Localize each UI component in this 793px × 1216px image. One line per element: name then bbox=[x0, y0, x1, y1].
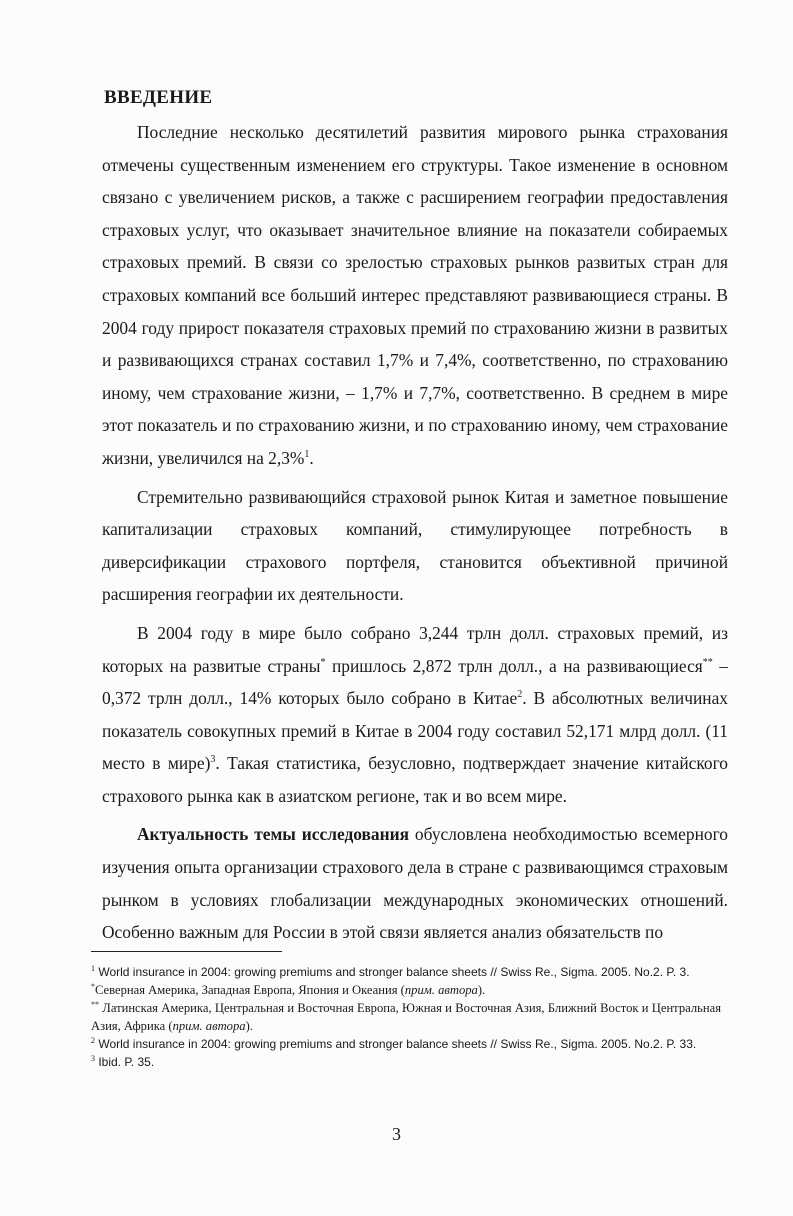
footnote-2-mark: 2 bbox=[91, 1035, 95, 1045]
footnotes bbox=[91, 963, 721, 1071]
paragraph-1 bbox=[102, 116, 728, 475]
footnote-3 bbox=[91, 1053, 721, 1071]
section-heading: ВВЕДЕНИЕ bbox=[104, 87, 213, 108]
paragraph-1-text: Последние несколько десятилетий развития мирового рынка страхования отмечены существенным изменением его структуры. Такое изменение в основном связано с увеличением рисков, а также с расширением географии предоставления страховых услуг, что оказывает значительное влияние на показатели собираемых страховых премий. В связи со зрелостью страховых рынков развитых стран для страховых компаний все больший интерес представляют развивающиеся страны. В 2004 году прирост показателя страховых премий по страхованию жизни в развитых и развивающихся странах составил 1,7% и 7,4%, соответственно, по страхованию иному, чем страхование жизни, – 1,7% и 7,7%, соответственно. В среднем в мире этот показатель и по страхованию жизни, и по страхованию иному, чем страхование жизни, увеличился на 2,3% bbox=[102, 122, 728, 468]
body-text bbox=[102, 116, 728, 949]
footnote-2 bbox=[91, 1035, 721, 1053]
footnote-3-text: Ibid. P. 35. bbox=[95, 1055, 155, 1069]
footnote-ref-2: 2 bbox=[517, 689, 523, 701]
footnote-double-star-mark: ** bbox=[91, 999, 99, 1009]
paragraph-3-part-3: – 0,372 трлн долл., 14% которых было собрано в Китае bbox=[102, 655, 729, 709]
footnote-double-star-text: Латинская Америка, Центральная и Восточная Европа, Южная и Восточная Азия, Ближний Восток и Центральная Азия, Африка ( bbox=[91, 1001, 721, 1033]
footnote-double-star-end: ). bbox=[245, 1019, 253, 1033]
paragraph-2: Стремительно развивающийся страховой рынок Китая и заметное повышение капитализации страховых компаний, стимулирующее потребность в диверсификации страхового портфеля, становится объективной причиной расширения географии их деятельности. bbox=[102, 486, 728, 605]
paragraph-1-end: . bbox=[309, 447, 314, 468]
paragraph-3-part-4: . В абсолютных величинах показатель совокупных премий в Китае в 2004 году составил 52,171 млрд долл. (11 место в мире) bbox=[102, 688, 729, 774]
paragraph-3-part-1: В 2004 году в мире было собрано 3,244 трлн долл. страховых премий, из которых на развитые страны bbox=[102, 622, 728, 676]
paragraph-3-part-5: . Такая статистика, безусловно, подтверждает значение китайского страхового рынка как в азиатском регионе, так и во всем мире. bbox=[102, 753, 728, 806]
footnote-star-end: ). bbox=[477, 983, 486, 997]
paragraph-3-part-2: пришлось 2,872 трлн долл., а на развивающиеся bbox=[325, 655, 703, 676]
footnote-3-mark: 3 bbox=[91, 1053, 95, 1063]
footnote-star bbox=[91, 981, 721, 999]
footnote-star-text: Северная Америка, Западная Европа, Япония и Океания ( bbox=[95, 983, 405, 997]
paragraph-4-text: обусловлена необходимостью всемерного изучения опыта организации страхового дела в стране с развивающимся страховым рынком в условиях глобализации международных экономических отношений. Особенно важным для России в этой связи является анализ обязательств по bbox=[102, 824, 728, 943]
footnote-1 bbox=[91, 963, 721, 981]
paragraph-3 bbox=[102, 617, 728, 813]
relevance-term: Актуальность темы исследования bbox=[137, 824, 410, 845]
footnote-1-text: World insurance in 2004: growing premiums and stronger balance sheets // Swiss Re., Sigma. 2005. No.2. P. 3. bbox=[95, 965, 690, 979]
footnote-star-note: прим. автора bbox=[404, 983, 478, 997]
footnote-2-text: World insurance in 2004: growing premiums and stronger balance sheets // Swiss Re., Sigma. 2005. No.2. P. 33. bbox=[95, 1037, 697, 1051]
footnote-double-star-note: прим. автора bbox=[172, 1019, 246, 1033]
paragraph-4 bbox=[102, 818, 728, 948]
footnote-separator bbox=[91, 951, 282, 952]
footnote-star-mark: * bbox=[91, 981, 95, 991]
footnote-ref-star: * bbox=[320, 656, 326, 668]
page-number: 3 bbox=[392, 1124, 401, 1144]
footnote-ref-3: 3 bbox=[210, 754, 216, 766]
footnote-ref-1: 1 bbox=[304, 449, 310, 461]
footnote-double-star bbox=[91, 999, 721, 1035]
footnote-1-mark: 1 bbox=[91, 963, 95, 973]
footnote-ref-double-star: ** bbox=[702, 656, 713, 668]
